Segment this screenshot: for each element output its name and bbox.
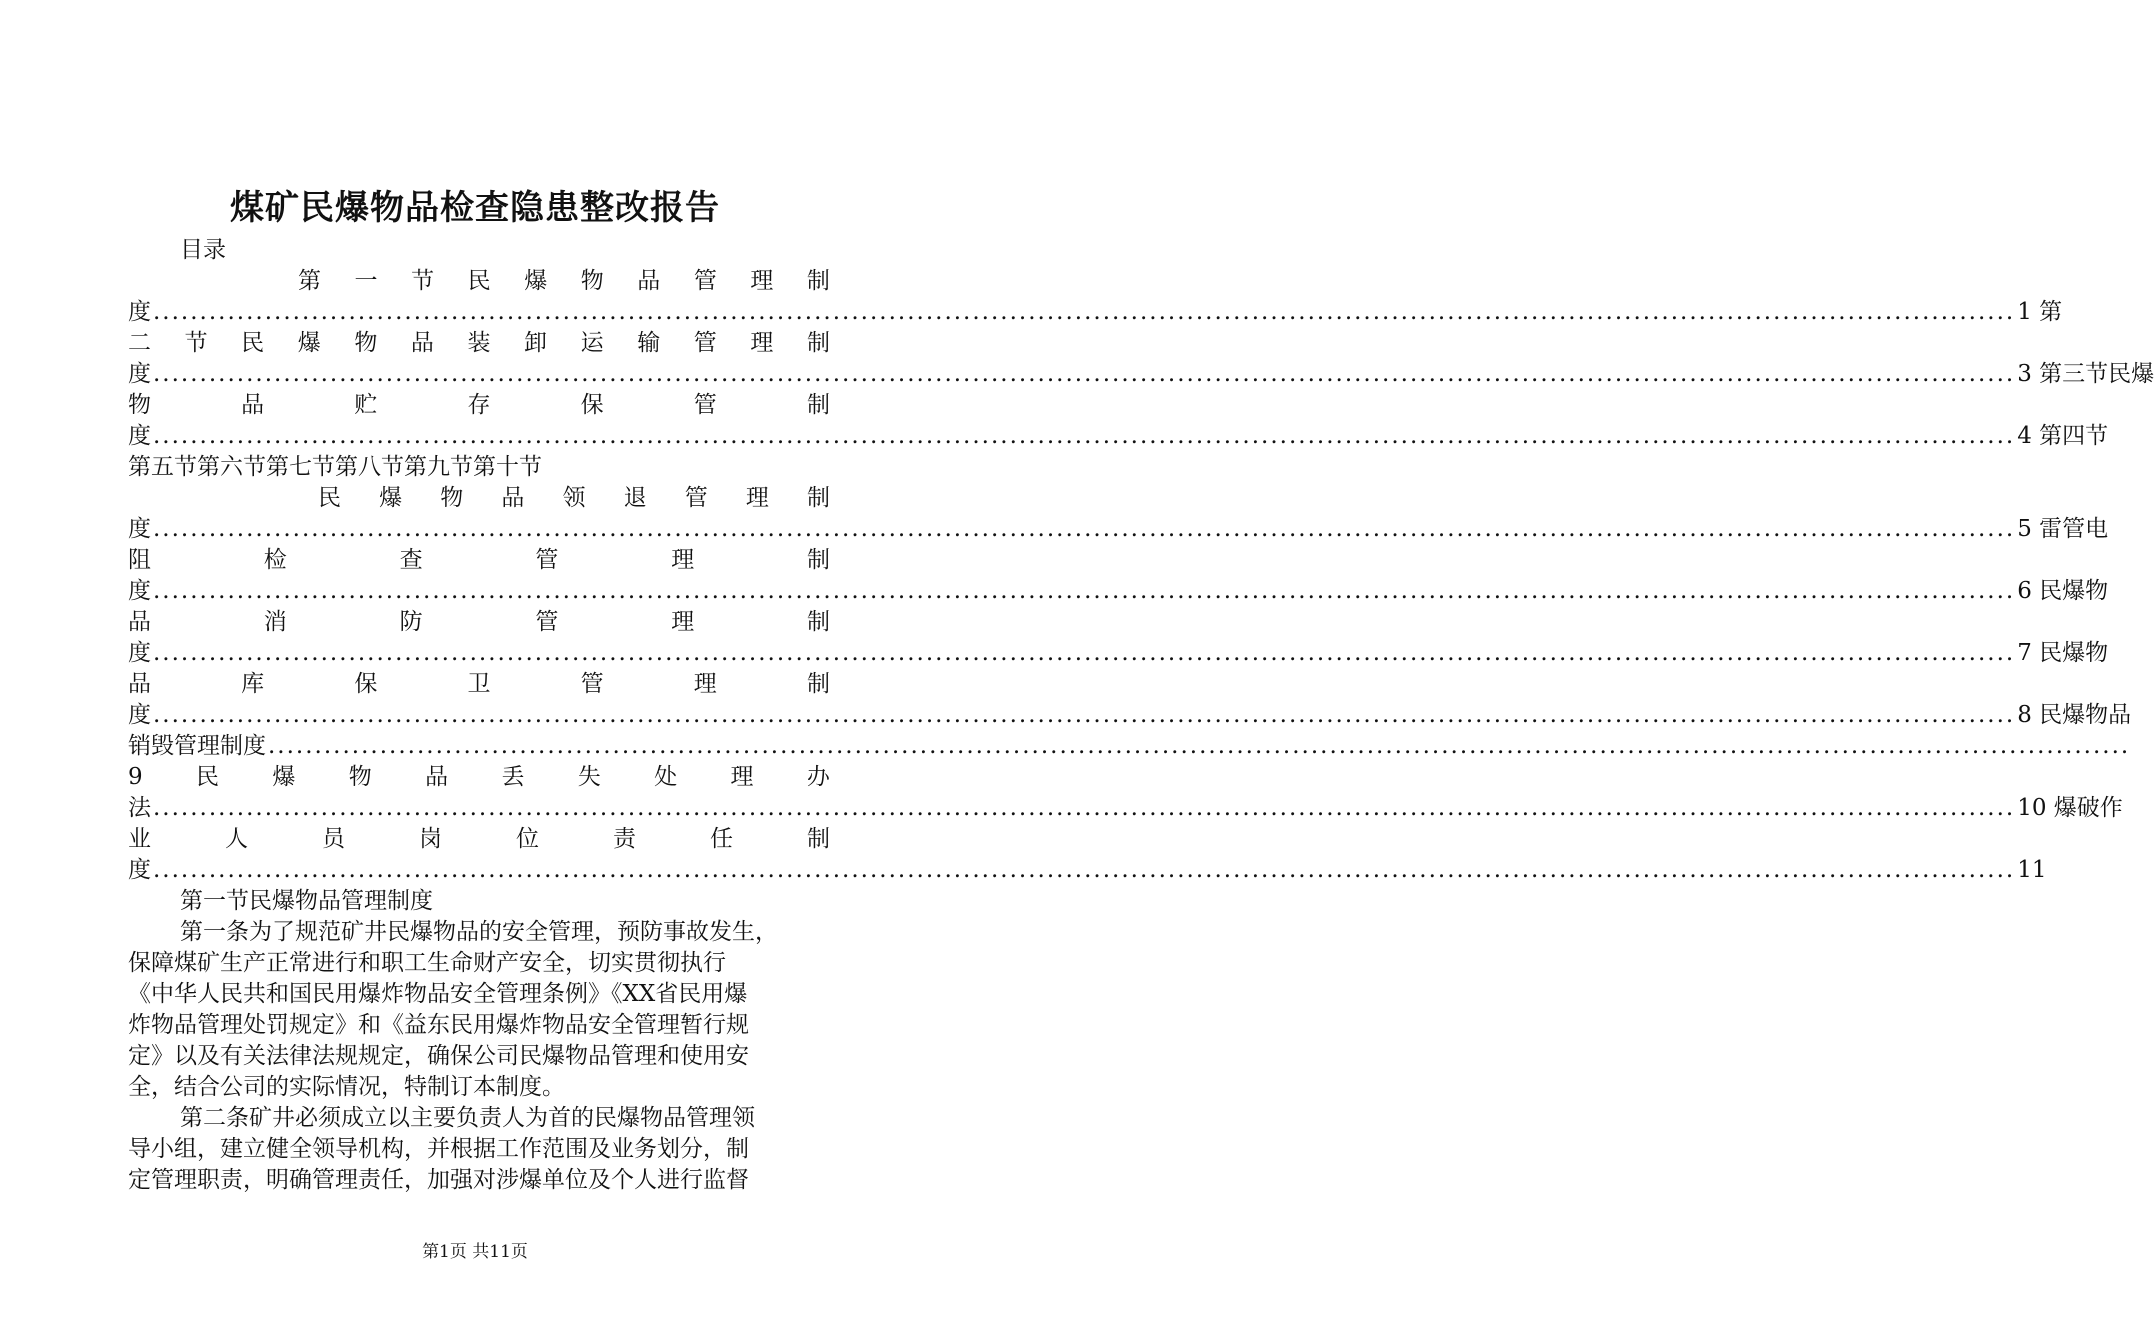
toc-heading: 目录 bbox=[180, 237, 226, 263]
toc-char: 品 bbox=[410, 330, 434, 356]
toc-line bbox=[128, 390, 830, 421]
toc-char: 第 bbox=[298, 268, 321, 294]
toc-char: 查 bbox=[399, 547, 423, 573]
toc-entry-page: 1 第 bbox=[2017, 299, 2063, 325]
toc-char: 理 bbox=[693, 671, 717, 697]
toc-line bbox=[128, 328, 830, 359]
toc-leader-dots: ........................................................................................................................................................................................................ bbox=[153, 857, 2016, 883]
toc-entry-page: 3 第三节民爆 bbox=[2017, 361, 2154, 387]
toc-char: 检 bbox=[263, 547, 287, 573]
toc-char: 制 bbox=[806, 330, 830, 356]
toc-line bbox=[128, 700, 2132, 731]
toc-char: 物 bbox=[348, 764, 372, 790]
toc-entry-page: 5 雷管电 bbox=[2017, 516, 2109, 542]
toc-char: 制 bbox=[806, 392, 830, 418]
section-heading: 第一节民爆物品管理制度 bbox=[180, 888, 433, 914]
toc-char: 管 bbox=[693, 392, 717, 418]
page-footer: 第1页 共11页 bbox=[422, 1242, 528, 1262]
document-title: 煤矿民爆物品检查隐患整改报告 bbox=[230, 188, 720, 228]
toc-char: 民 bbox=[318, 485, 341, 511]
toc-char: 管 bbox=[535, 547, 559, 573]
toc-char: 理 bbox=[750, 268, 774, 294]
toc-char: 理 bbox=[671, 547, 695, 573]
toc-line bbox=[128, 297, 2063, 328]
paragraph-line: 定》以及有关法律法规规定，确保公司民爆物品管理和使用安 bbox=[128, 1043, 749, 1069]
toc-line bbox=[128, 638, 2109, 669]
paragraph-line: 第一条为了规范矿井民爆物品的安全管理，预防事故发生， bbox=[180, 919, 778, 945]
toc-char: 办 bbox=[806, 764, 830, 790]
toc-char: 民 bbox=[196, 764, 219, 790]
toc-text: 第五节第六节第七节第八节第九节第十节 bbox=[128, 454, 542, 480]
toc-char: 爆 bbox=[379, 485, 403, 511]
toc-line bbox=[128, 793, 2123, 824]
toc-entry-label: 度 bbox=[128, 516, 151, 542]
toc-char: 处 bbox=[654, 764, 678, 790]
toc-leader-dots: ........................................................................................................................................................................................................ bbox=[153, 795, 2016, 821]
toc-char: 制 bbox=[806, 671, 830, 697]
toc-char: 任 bbox=[710, 826, 733, 852]
toc-char: 品 bbox=[128, 609, 151, 635]
toc-char: 制 bbox=[807, 485, 830, 511]
toc-char: 制 bbox=[807, 826, 830, 852]
toc-char: 人 bbox=[225, 826, 248, 852]
toc-char: 理 bbox=[730, 764, 754, 790]
toc-line bbox=[128, 576, 2109, 607]
toc-line bbox=[128, 731, 2131, 762]
toc-entry-page: 10 爆破作 bbox=[2017, 795, 2123, 821]
toc-line bbox=[128, 483, 830, 514]
toc-entry-label: 度 bbox=[128, 423, 151, 449]
toc-char: 品 bbox=[128, 671, 151, 697]
toc-char: 9 bbox=[128, 764, 143, 790]
toc-entry-page: 8 民爆物品 bbox=[2017, 702, 2132, 728]
toc-char: 管 bbox=[693, 330, 717, 356]
toc-char: 防 bbox=[399, 609, 423, 635]
toc-char: 爆 bbox=[297, 330, 321, 356]
toc-entry-page: 7 民爆物 bbox=[2017, 640, 2109, 666]
paragraph-line: 定管理职责，明确管理责任，加强对涉爆单位及个人进行监督 bbox=[128, 1167, 749, 1193]
toc-char: 理 bbox=[745, 485, 769, 511]
toc-char: 管 bbox=[535, 609, 559, 635]
toc-char: 品 bbox=[637, 268, 661, 294]
toc-char: 卫 bbox=[467, 671, 491, 697]
toc-char: 领 bbox=[562, 485, 586, 511]
toc-char: 制 bbox=[806, 547, 830, 573]
document-body bbox=[128, 235, 2154, 1196]
toc-char: 民 bbox=[467, 268, 491, 294]
toc-char: 品 bbox=[241, 392, 265, 418]
toc-char: 品 bbox=[501, 485, 525, 511]
toc-char: 理 bbox=[750, 330, 774, 356]
toc-entry-page: 6 民爆物 bbox=[2017, 578, 2109, 604]
toc-char: 爆 bbox=[524, 268, 548, 294]
toc-char: 制 bbox=[806, 609, 830, 635]
toc-char: 丢 bbox=[501, 764, 525, 790]
toc-char: 制 bbox=[806, 268, 830, 294]
toc-char: 输 bbox=[637, 330, 661, 356]
toc-char: 物 bbox=[580, 268, 604, 294]
toc-entry-label: 度 bbox=[128, 640, 151, 666]
toc-line bbox=[128, 669, 830, 700]
toc-char: 责 bbox=[613, 826, 636, 852]
toc-char: 管 bbox=[693, 268, 717, 294]
toc-leader-dots: ........................................................................................................................................................................................................ bbox=[153, 361, 2016, 387]
toc-char: 理 bbox=[671, 609, 695, 635]
toc-char: 装 bbox=[467, 330, 491, 356]
toc-entry-label: 度 bbox=[128, 702, 151, 728]
toc-leader-dots: ........................................................................................................................................................................................................ bbox=[268, 733, 2131, 759]
toc-char: 存 bbox=[467, 392, 491, 418]
paragraph-line: 保障煤矿生产正常进行和职工生命财产安全，切实贯彻执行 bbox=[128, 950, 726, 976]
toc-leader-dots: ........................................................................................................................................................................................................ bbox=[153, 299, 2016, 325]
toc-char: 保 bbox=[354, 671, 378, 697]
toc-leader-dots: ........................................................................................................................................................................................................ bbox=[153, 640, 2016, 666]
paragraph-line: 全，结合公司的实际情况，特制订本制度。 bbox=[128, 1074, 565, 1100]
toc-line bbox=[128, 359, 2154, 390]
section-body bbox=[128, 917, 830, 1196]
toc-char: 消 bbox=[263, 609, 287, 635]
toc-entry-label: 度 bbox=[128, 578, 151, 604]
toc-char: 管 bbox=[580, 671, 604, 697]
toc-entry-label: 度 bbox=[128, 299, 151, 325]
toc-line bbox=[128, 452, 830, 483]
toc-char: 位 bbox=[516, 826, 539, 852]
toc-leader-dots: ........................................................................................................................................................................................................ bbox=[153, 578, 2016, 604]
toc-char: 业 bbox=[128, 826, 151, 852]
toc-char: 一 bbox=[354, 268, 378, 294]
toc-leader-dots: ........................................................................................................................................................................................................ bbox=[153, 516, 2016, 542]
toc-char: 退 bbox=[623, 485, 647, 511]
paragraph-line: 炸物品管理处罚规定》和《益东民用爆炸物品安全管理暂行规 bbox=[128, 1012, 749, 1038]
toc-line bbox=[128, 514, 2109, 545]
toc-char: 物 bbox=[354, 330, 378, 356]
toc-entry-label: 法 bbox=[128, 795, 151, 821]
paragraph-line: 《中华人民共和国民用爆炸物品安全管理条例》《XX省民用爆 bbox=[128, 981, 748, 1007]
toc-entry-label: 度 bbox=[128, 857, 151, 883]
toc-char: 民 bbox=[241, 330, 265, 356]
toc-char: 品 bbox=[425, 764, 449, 790]
toc-line bbox=[128, 824, 830, 855]
toc-char: 物 bbox=[440, 485, 464, 511]
toc-line bbox=[128, 266, 830, 297]
toc-leader-dots: ........................................................................................................................................................................................................ bbox=[153, 702, 2016, 728]
toc-line bbox=[128, 855, 2047, 886]
toc-char: 物 bbox=[128, 392, 151, 418]
toc-leader-dots: ........................................................................................................................................................................................................ bbox=[153, 423, 2016, 449]
toc-entry-page: 11 bbox=[2017, 857, 2047, 883]
toc-char: 岗 bbox=[419, 826, 442, 852]
toc-char: 贮 bbox=[354, 392, 378, 418]
toc-char: 二 bbox=[128, 330, 151, 356]
toc-char: 节 bbox=[184, 330, 208, 356]
toc-char: 爆 bbox=[272, 764, 296, 790]
toc-line bbox=[128, 607, 830, 638]
toc-line bbox=[128, 762, 830, 793]
toc-char: 失 bbox=[577, 764, 601, 790]
toc-line bbox=[128, 421, 2109, 452]
paragraph-line: 第二条矿井必须成立以主要负责人为首的民爆物品管理领 bbox=[180, 1105, 755, 1131]
toc-entry-label: 度 bbox=[128, 361, 151, 387]
toc-char: 阻 bbox=[128, 547, 151, 573]
toc-char: 保 bbox=[580, 392, 604, 418]
toc-entry-page: 4 第四节 bbox=[2017, 423, 2109, 449]
toc-char: 节 bbox=[411, 268, 435, 294]
toc-entry-label: 销毁管理制度 bbox=[128, 733, 266, 759]
paragraph-line: 导小组，建立健全领导机构，并根据工作范围及业务划分，制 bbox=[128, 1136, 749, 1162]
toc-char: 管 bbox=[684, 485, 708, 511]
toc-char: 库 bbox=[241, 671, 265, 697]
table-of-contents bbox=[128, 266, 2154, 886]
toc-char: 员 bbox=[322, 826, 345, 852]
toc-char: 运 bbox=[580, 330, 604, 356]
toc-line bbox=[128, 545, 830, 576]
toc-char: 卸 bbox=[524, 330, 548, 356]
